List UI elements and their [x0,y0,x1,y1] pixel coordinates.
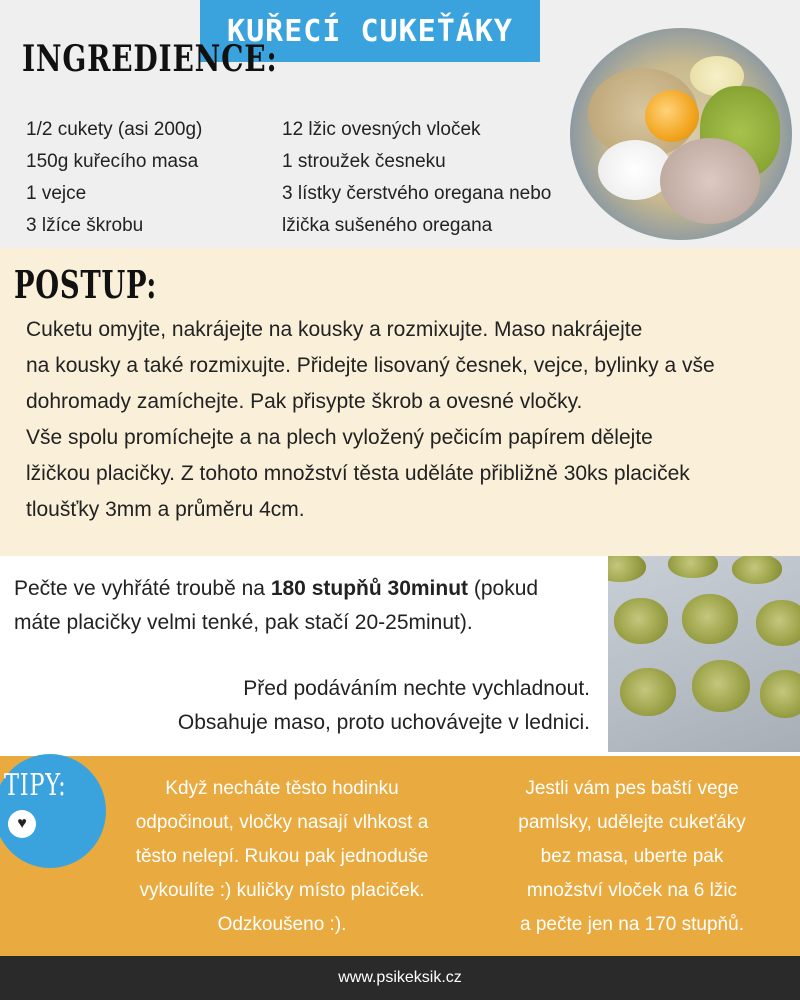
tip-line: těsto nelepí. Rukou pak jednoduše [135,846,429,867]
ingredient-item: lžička sušeného oregana [282,215,493,236]
cookie-shape [668,556,718,578]
procedure-line: Vše spolu promíchejte a na plech vyložený pečicím papírem dělejte [26,426,653,449]
baking-section [0,556,800,756]
cooling-line-2: Obsahuje maso, proto uchovávejte v lednici. [177,711,590,734]
website-link[interactable]: www.psikeksik.cz [338,969,462,986]
ingredient-item: 1 vejce [26,183,87,204]
cookie-shape [760,670,800,718]
ingredients-list-left [26,114,202,242]
tip-line: Odzkoušeno :). [217,914,347,935]
cookie-shape [732,556,782,584]
baking-tray-photo [608,556,800,752]
procedure-text [26,312,766,528]
cookie-shape [614,598,668,644]
cookie-shape [756,600,800,646]
procedure-heading: POSTUP: [14,262,158,307]
ingredient-item: 3 lístky čerstvého oregana nebo [282,183,552,204]
cookie-shape [682,594,738,644]
baking-prefix: Pečte ve vyhřáté troubě na [14,577,271,600]
tip-line: Jestli vám pes baští vege [525,778,739,799]
tip-line: bez masa, uberte pak [540,846,724,867]
cookie-shape [692,660,750,712]
procedure-line: dohromady zamíchejte. Pak přisypte škrob a ovesné vločky. [26,390,583,413]
procedure-line: na kousky a také rozmixujte. Přidejte lisovaný česnek, vejce, bylinky a vše [26,354,715,377]
cookie-shape [608,556,646,582]
egg-yolk-shape [645,90,699,142]
paw-print-icon: ♥ [8,810,36,838]
baking-suffix: (pokud [468,577,539,600]
footer [0,956,800,1000]
tip-line: množství vloček na 6 lžic [526,880,738,901]
procedure-line: Cuketu omyjte, nakrájejte na kousky a rozmixujte. Maso nakrájejte [26,318,643,341]
ingredients-section [0,0,800,248]
baking-line-1 [14,572,610,606]
meat-shape [660,138,760,224]
procedure-line: tloušťky 3mm a průměru 4cm. [26,498,305,521]
tip-line: vykoulíte :) kuličky místo placiček. [139,880,425,901]
ingredient-item: 3 lžíce škrobu [26,215,144,236]
ingredients-heading: INGREDIENCE: [22,38,278,80]
tip-line: odpočinout, vločky nasají vlhkost a [135,812,429,833]
ingredient-item: 150g kuřecího masa [26,151,199,172]
tip-line: pamlsky, udělejte cukeťáky [518,812,746,833]
procedure-section [0,248,800,556]
ingredient-item: 1 stroužek česneku [282,151,446,172]
procedure-line: lžičkou placičky. Z tohoto množství těsta uděláte přibližně 30ks placiček [26,462,690,485]
cookie-shape [620,668,676,716]
ingredient-item: 1/2 cukety (asi 200g) [26,119,203,140]
ingredients-list-right [282,114,551,242]
baking-temperature-time: 180 stupňů 30minut [270,577,469,600]
tips-badge [0,754,106,868]
baking-instructions [14,572,610,640]
cooling-note [178,672,590,740]
cooling-line-1: Před podáváním nechte vychladnout. [243,677,590,700]
ingredient-item: 12 lžic ovesných vloček [282,119,481,140]
tip-line: a pečte jen na 170 stupňů. [520,914,744,935]
tip-text-2 [474,772,790,942]
recipe-title: KUŘECÍ CUKEŤÁKY [227,13,513,49]
tips-label: TIPY: [4,768,67,803]
tip-text-1 [106,772,458,942]
baking-line-2: máte placičky velmi tenké, pak stačí 20-25minut). [14,611,473,634]
ingredients-bowl-photo [570,28,792,240]
tips-section [0,756,800,956]
tip-line: Když necháte těsto hodinku [165,778,399,799]
